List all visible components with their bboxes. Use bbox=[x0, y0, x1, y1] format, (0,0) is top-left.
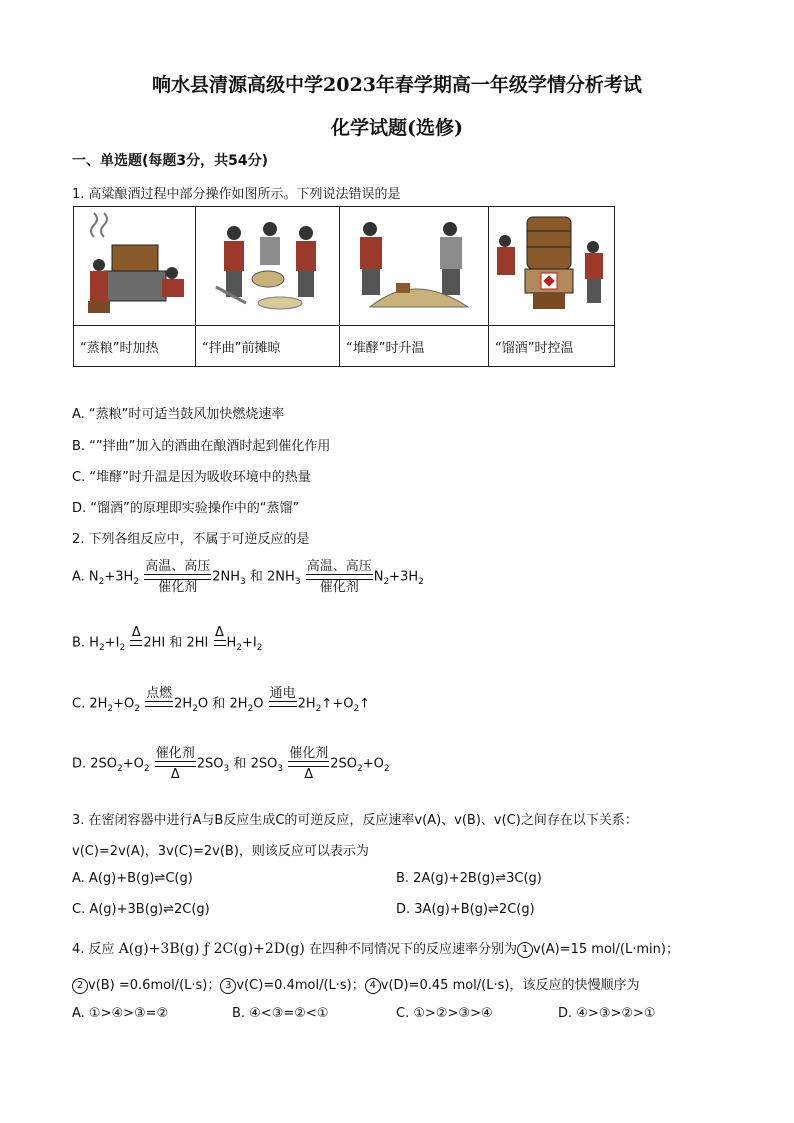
caption-mixing: “拌曲”前摊晾 bbox=[196, 326, 340, 367]
reaction-condition: Δ bbox=[214, 625, 226, 661]
q2-option-d: D. $2SO_2+O_2$ 催化剂 Δ $2SO_3$ 和 $2SO_3$ 催化剂 Δ $2SO_2+O_2$ bbox=[72, 746, 390, 782]
q3-stem-line1: 3. 在密闭容器中进行A与B反应生成C的可逆反应，反应速率v(A)、v(B)、v(C)之间存在以下关系： bbox=[72, 813, 638, 828]
q1-option-d: D. “馏酒”的原理即实验操作中的“蒸馏” bbox=[72, 501, 300, 516]
reaction-condition: 催化剂 Δ bbox=[289, 746, 329, 782]
q1-option-b: B. “”拌曲”加入的酒曲在酿酒时起到催化作用 bbox=[72, 439, 331, 454]
caption-steaming: “蒸粮”时加热 bbox=[74, 326, 196, 367]
q4-option-b: B. ④<③=②<① bbox=[232, 1006, 329, 1021]
q2-option-c: C. $2H_2+O_2$ 点燃 $2H_2O$ 和 $2H_2O$ 通电 $2H_2↑+O_2↑$ bbox=[72, 686, 370, 722]
q3-option-a: A. A(g)+B(g)⇌C(g) bbox=[72, 871, 193, 886]
reaction-condition: 高温、高压 催化剂 bbox=[145, 559, 211, 595]
q3-option-c: C. A(g)+3B(g)⇌2C(g) bbox=[72, 902, 210, 917]
distilling-illustration bbox=[489, 207, 615, 326]
page-subtitle: 化学试题(选修) bbox=[331, 117, 463, 139]
q1-option-c: C. “堆酵”时升温是因为吸收环境中的热量 bbox=[72, 470, 311, 485]
q1-image-table bbox=[73, 206, 615, 367]
reaction-condition: 点燃 bbox=[145, 686, 173, 722]
q4-option-d: D. ④>③>②>① bbox=[558, 1006, 656, 1021]
q2-option-a: A. $N_2+3H_2$ 高温、高压 催化剂 $2NH_3$ 和 $2NH_3$ 高温、高压 催化剂 $N_2+3H_2$ bbox=[72, 559, 424, 595]
caption-fermenting: “堆酵”时升温 bbox=[340, 326, 489, 367]
steaming-illustration bbox=[74, 207, 196, 326]
reaction-condition: 通电 bbox=[269, 686, 297, 722]
q4-option-a: A. ①>④>③=② bbox=[72, 1006, 169, 1021]
q4-option-c: C. ①>②>③>④ bbox=[396, 1006, 493, 1021]
caption-distilling: “馏酒”时控温 bbox=[489, 326, 615, 367]
page-title: 响水县清源高级中学2023年春学期高一年级学情分析考试 bbox=[152, 74, 642, 96]
q2-option-b: B. $H_2+I_2$ Δ 2HI 和 2HI Δ $H_2+I_2$ bbox=[72, 625, 262, 661]
q4-stem-line1: 4. 反应 A(g)+3B(g) ƒ 2C(g)+2D(g) 在四种不同情况下的反应速率分别为 1 v(A)=15 mol/(L·min)； bbox=[72, 941, 679, 957]
q3-option-b: B. 2A(g)+2B(g)⇌3C(g) bbox=[396, 871, 542, 886]
q4-stem-line2: 2 v(B) =0.6mol/(L·s)； 3 v(C)=0.4mol/(L·s)； 4 v(D)=0.45 mol/(L·s)，该反应的快慢顺序为 bbox=[72, 974, 639, 994]
reaction-condition: 催化剂 Δ bbox=[155, 746, 195, 782]
mixing-koji-illustration bbox=[196, 207, 340, 326]
q3-stem-line2: v(C)=2v(A)，3v(C)=2v(B)，则该反应可以表示为 bbox=[72, 844, 369, 859]
q2-stem: 2. 下列各组反应中，不属于可逆反应的是 bbox=[72, 532, 310, 547]
reaction-condition: 高温、高压 催化剂 bbox=[306, 559, 372, 595]
reaction-condition: Δ bbox=[130, 625, 142, 661]
fermenting-pile-illustration bbox=[340, 207, 489, 326]
q1-option-a: A. “蒸粮”时可适当鼓风加快燃烧速率 bbox=[72, 407, 285, 422]
section-heading: 一、单选题(每题3分，共54分) bbox=[72, 153, 269, 169]
q3-option-d: D. 3A(g)+B(g)⇌2C(g) bbox=[396, 902, 535, 917]
q1-stem: 1. 高粱酿酒过程中部分操作如图所示。下列说法错误的是 bbox=[72, 187, 401, 202]
